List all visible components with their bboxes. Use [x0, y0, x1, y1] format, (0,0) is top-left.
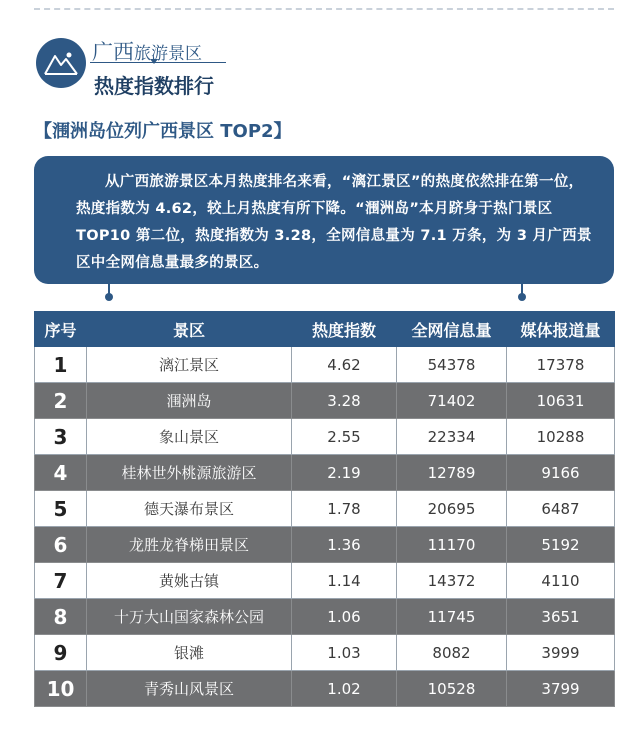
- page-title: 热度指数排行: [94, 74, 214, 98]
- table-header-row: [35, 312, 615, 347]
- header-rank: 序号: [35, 312, 87, 347]
- title-marker: [150, 59, 158, 64]
- cell-rank: 8: [35, 599, 87, 635]
- cell-spot: 青秀山风景区: [87, 671, 292, 707]
- cell-spot: 银滩: [87, 635, 292, 671]
- cell-media-volume: 3799: [507, 671, 615, 707]
- cell-info-volume: 14372: [397, 563, 507, 599]
- cell-heat-index: 1.03: [292, 635, 397, 671]
- cell-heat-index: 2.19: [292, 455, 397, 491]
- cell-heat-index: 1.06: [292, 599, 397, 635]
- cell-rank: 1: [35, 347, 87, 383]
- region-subtitle: 旅游景区: [134, 44, 202, 64]
- title-divider: [90, 62, 226, 63]
- cell-heat-index: 1.36: [292, 527, 397, 563]
- table-row: [35, 671, 615, 707]
- cell-rank: 2: [35, 383, 87, 419]
- cell-media-volume: 4110: [507, 563, 615, 599]
- table-row: [35, 455, 615, 491]
- cell-info-volume: 8082: [397, 635, 507, 671]
- header-spot: 景区: [87, 312, 292, 347]
- cell-media-volume: 3999: [507, 635, 615, 671]
- table-row: [35, 419, 615, 455]
- table-row: [35, 635, 615, 671]
- top-divider: [34, 8, 614, 10]
- header-media-volume: 媒体报道量: [507, 312, 615, 347]
- cell-rank: 7: [35, 563, 87, 599]
- cell-rank: 9: [35, 635, 87, 671]
- cell-info-volume: 11745: [397, 599, 507, 635]
- table-row: [35, 527, 615, 563]
- table-row: [35, 563, 615, 599]
- region-name: 广西: [92, 40, 134, 64]
- mountain-icon: [36, 38, 86, 88]
- cell-media-volume: 5192: [507, 527, 615, 563]
- cell-rank: 10: [35, 671, 87, 707]
- table-row: [35, 347, 615, 383]
- cell-media-volume: 6487: [507, 491, 615, 527]
- cell-media-volume: 9166: [507, 455, 615, 491]
- section-title: 【涠洲岛位列广西景区 TOP2】: [34, 121, 292, 142]
- connector-dot-right: [518, 293, 526, 301]
- cell-info-volume: 11170: [397, 527, 507, 563]
- cell-heat-index: 1.02: [292, 671, 397, 707]
- cell-heat-index: 1.14: [292, 563, 397, 599]
- cell-spot: 桂林世外桃源旅游区: [87, 455, 292, 491]
- cell-heat-index: 1.78: [292, 491, 397, 527]
- cell-info-volume: 12789: [397, 455, 507, 491]
- cell-rank: 3: [35, 419, 87, 455]
- cell-media-volume: 10631: [507, 383, 615, 419]
- cell-rank: 4: [35, 455, 87, 491]
- cell-heat-index: 4.62: [292, 347, 397, 383]
- cell-spot: 黄姚古镇: [87, 563, 292, 599]
- summary-box: [34, 156, 614, 284]
- header-info-volume: 全网信息量: [397, 312, 507, 347]
- cell-heat-index: 2.55: [292, 419, 397, 455]
- ranking-table: [34, 311, 615, 707]
- cell-spot: 象山景区: [87, 419, 292, 455]
- cell-media-volume: 10288: [507, 419, 615, 455]
- cell-info-volume: 20695: [397, 491, 507, 527]
- summary-text: 从广西旅游景区本月热度排名来看，“漓江景区”的热度依然排在第一位，热度指数为 4.62，较上月热度有所下降。“涠洲岛”本月跻身于热门景区 TOP10 第二位，热度指数为 3.28，全网信息量为 7.1 万条，为 3 月广西景区中全网信息量最多的景区。: [76, 174, 592, 271]
- cell-rank: 6: [35, 527, 87, 563]
- table-row: [35, 383, 615, 419]
- cell-spot: 龙胜龙脊梯田景区: [87, 527, 292, 563]
- cell-info-volume: 10528: [397, 671, 507, 707]
- header-heat-index: 热度指数: [292, 312, 397, 347]
- cell-media-volume: 3651: [507, 599, 615, 635]
- table-row: [35, 491, 615, 527]
- connector-dot-left: [105, 293, 113, 301]
- cell-spot: 涠洲岛: [87, 383, 292, 419]
- cell-spot: 德天瀑布景区: [87, 491, 292, 527]
- table-row: [35, 599, 615, 635]
- cell-heat-index: 3.28: [292, 383, 397, 419]
- cell-rank: 5: [35, 491, 87, 527]
- cell-info-volume: 22334: [397, 419, 507, 455]
- cell-spot: 漓江景区: [87, 347, 292, 383]
- cell-media-volume: 17378: [507, 347, 615, 383]
- cell-spot: 十万大山国家森林公园: [87, 599, 292, 635]
- cell-info-volume: 54378: [397, 347, 507, 383]
- cell-info-volume: 71402: [397, 383, 507, 419]
